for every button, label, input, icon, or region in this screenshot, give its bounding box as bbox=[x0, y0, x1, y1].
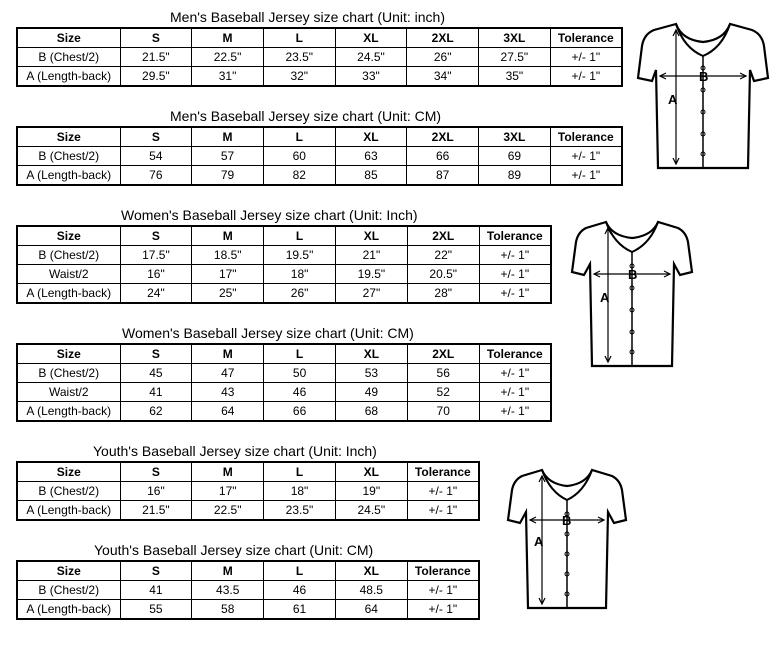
header-cell: S bbox=[120, 127, 192, 147]
table-cell: 87 bbox=[407, 166, 479, 186]
header-cell: 2XL bbox=[407, 344, 479, 364]
row-label: B (Chest/2) bbox=[17, 482, 120, 501]
table-cell: 22.5" bbox=[192, 48, 264, 67]
table-cell: +/- 1" bbox=[479, 383, 551, 402]
header-cell: XL bbox=[335, 344, 407, 364]
header-cell: 2XL bbox=[407, 127, 479, 147]
table-cell: 28" bbox=[407, 284, 479, 304]
table-cell: 62 bbox=[120, 402, 192, 422]
table-cell: 20.5" bbox=[407, 265, 479, 284]
table-cell: 60 bbox=[263, 147, 335, 166]
table-cell: 64 bbox=[335, 600, 407, 620]
table-cell: 16" bbox=[120, 482, 192, 501]
table-cell: 46 bbox=[264, 581, 336, 600]
header-cell: L bbox=[264, 462, 336, 482]
table-cell: 31" bbox=[192, 67, 264, 87]
row-label: A (Length-back) bbox=[17, 284, 120, 304]
header-cell: M bbox=[192, 226, 264, 246]
table-cell: 17" bbox=[192, 482, 264, 501]
row-label: A (Length-back) bbox=[17, 501, 120, 521]
table-cell: 79 bbox=[192, 166, 264, 186]
table-cell: 46 bbox=[264, 383, 336, 402]
table-cell: +/- 1" bbox=[479, 364, 551, 383]
men-inch-title: Men's Baseball Jersey size chart (Unit: inch) bbox=[170, 9, 445, 25]
table-cell: 53 bbox=[335, 364, 407, 383]
header-cell: Size bbox=[17, 344, 120, 364]
table-row bbox=[17, 67, 622, 87]
men-cm-table bbox=[16, 126, 623, 186]
header-cell: M bbox=[192, 127, 264, 147]
table-cell: 21.5" bbox=[120, 501, 192, 521]
header-cell: 2XL bbox=[407, 28, 479, 48]
header-cell: XL bbox=[335, 226, 407, 246]
header-cell: 3XL bbox=[479, 127, 551, 147]
youth-inch-table bbox=[16, 461, 480, 521]
table-row bbox=[17, 364, 551, 383]
table-cell: 61 bbox=[264, 600, 336, 620]
row-label: B (Chest/2) bbox=[17, 581, 120, 600]
table-cell: 58 bbox=[192, 600, 264, 620]
header-row bbox=[17, 226, 551, 246]
row-label: A (Length-back) bbox=[17, 67, 120, 87]
header-cell: L bbox=[263, 28, 335, 48]
youth-jersey-diagram bbox=[506, 464, 628, 614]
table-cell: 43.5 bbox=[192, 581, 264, 600]
table-cell: 18" bbox=[264, 482, 336, 501]
table-cell: 22" bbox=[407, 246, 479, 265]
table-cell: 34" bbox=[407, 67, 479, 87]
header-cell: Size bbox=[17, 127, 120, 147]
table-cell: +/- 1" bbox=[407, 482, 479, 501]
table-cell: 18" bbox=[264, 265, 336, 284]
header-cell: L bbox=[264, 226, 336, 246]
table-cell: 19" bbox=[335, 482, 407, 501]
women-cm-table bbox=[16, 343, 552, 422]
header-cell: M bbox=[192, 462, 264, 482]
youth-chest-label: B bbox=[562, 513, 572, 528]
header-cell: S bbox=[120, 561, 192, 581]
row-label: A (Length-back) bbox=[17, 166, 120, 186]
table-cell: 21" bbox=[335, 246, 407, 265]
men-cm-title: Men's Baseball Jersey size chart (Unit: CM) bbox=[170, 108, 442, 124]
table-cell: 82 bbox=[263, 166, 335, 186]
table-cell: 63 bbox=[335, 147, 407, 166]
table-cell: 17" bbox=[192, 265, 264, 284]
table-row bbox=[17, 600, 479, 620]
table-cell: +/- 1" bbox=[550, 67, 622, 87]
table-row bbox=[17, 265, 551, 284]
row-label: B (Chest/2) bbox=[17, 364, 120, 383]
table-cell: 41 bbox=[120, 383, 192, 402]
row-label: A (Length-back) bbox=[17, 600, 120, 620]
row-label: B (Chest/2) bbox=[17, 48, 120, 67]
table-cell: 35" bbox=[479, 67, 551, 87]
youth-length-label: A bbox=[534, 534, 544, 549]
table-cell: 76 bbox=[120, 166, 192, 186]
header-cell: L bbox=[263, 127, 335, 147]
header-row bbox=[17, 344, 551, 364]
table-cell: +/- 1" bbox=[550, 166, 622, 186]
table-cell: 22.5" bbox=[192, 501, 264, 521]
table-row bbox=[17, 246, 551, 265]
header-cell: Size bbox=[17, 226, 120, 246]
table-cell: 85 bbox=[335, 166, 407, 186]
table-cell: +/- 1" bbox=[550, 48, 622, 67]
table-cell: 27.5" bbox=[479, 48, 551, 67]
table-cell: 50 bbox=[264, 364, 336, 383]
table-row bbox=[17, 284, 551, 304]
women-jersey-diagram bbox=[570, 216, 694, 372]
women-chest-label: B bbox=[628, 267, 638, 282]
header-cell: Tolerance bbox=[550, 28, 622, 48]
header-row bbox=[17, 462, 479, 482]
header-cell: XL bbox=[335, 127, 407, 147]
header-cell: Tolerance bbox=[479, 226, 551, 246]
table-cell: 26" bbox=[264, 284, 336, 304]
table-cell: 66 bbox=[407, 147, 479, 166]
men-inch-table bbox=[16, 27, 623, 87]
header-row bbox=[17, 127, 622, 147]
table-cell: 48.5 bbox=[335, 581, 407, 600]
table-cell: +/- 1" bbox=[407, 600, 479, 620]
table-cell: +/- 1" bbox=[407, 501, 479, 521]
table-cell: 23.5" bbox=[263, 48, 335, 67]
table-row bbox=[17, 166, 622, 186]
header-cell: XL bbox=[335, 462, 407, 482]
table-cell: 55 bbox=[120, 600, 192, 620]
header-cell: Size bbox=[17, 28, 120, 48]
header-cell: S bbox=[120, 462, 192, 482]
table-cell: +/- 1" bbox=[550, 147, 622, 166]
table-cell: 24.5" bbox=[335, 501, 407, 521]
header-cell: Tolerance bbox=[407, 462, 479, 482]
table-cell: 70 bbox=[407, 402, 479, 422]
table-cell: 29.5" bbox=[120, 67, 192, 87]
men-length-label: A bbox=[668, 92, 678, 107]
women-inch-title: Women's Baseball Jersey size chart (Unit: Inch) bbox=[121, 207, 418, 223]
women-length-label: A bbox=[600, 290, 610, 305]
youth-inch-title: Youth's Baseball Jersey size chart (Unit: Inch) bbox=[93, 443, 377, 459]
men-chest-label: B bbox=[699, 69, 709, 84]
table-cell: 66 bbox=[264, 402, 336, 422]
table-cell: 41 bbox=[120, 581, 192, 600]
table-cell: 89 bbox=[479, 166, 551, 186]
row-label: A (Length-back) bbox=[17, 402, 120, 422]
header-cell: Tolerance bbox=[550, 127, 622, 147]
row-label: B (Chest/2) bbox=[17, 246, 120, 265]
table-cell: +/- 1" bbox=[479, 402, 551, 422]
header-cell: XL bbox=[335, 28, 407, 48]
row-label: Waist/2 bbox=[17, 265, 120, 284]
header-cell: S bbox=[120, 28, 192, 48]
row-label: B (Chest/2) bbox=[17, 147, 120, 166]
men-jersey-diagram bbox=[636, 18, 770, 176]
women-inch-table bbox=[16, 225, 552, 304]
table-cell: +/- 1" bbox=[479, 284, 551, 304]
header-row bbox=[17, 561, 479, 581]
table-cell: 21.5" bbox=[120, 48, 192, 67]
table-cell: +/- 1" bbox=[479, 246, 551, 265]
table-cell: 32" bbox=[263, 67, 335, 87]
header-cell: S bbox=[120, 226, 192, 246]
header-cell: XL bbox=[335, 561, 407, 581]
table-cell: 52 bbox=[407, 383, 479, 402]
table-cell: 17.5" bbox=[120, 246, 192, 265]
table-cell: 24.5" bbox=[335, 48, 407, 67]
header-cell: 2XL bbox=[407, 226, 479, 246]
table-row bbox=[17, 581, 479, 600]
women-cm-title: Women's Baseball Jersey size chart (Unit: CM) bbox=[122, 325, 414, 341]
table-row bbox=[17, 147, 622, 166]
header-cell: Tolerance bbox=[479, 344, 551, 364]
table-cell: 47 bbox=[192, 364, 264, 383]
table-row bbox=[17, 383, 551, 402]
youth-cm-title: Youth's Baseball Jersey size chart (Unit: CM) bbox=[94, 542, 374, 558]
header-cell: M bbox=[192, 344, 264, 364]
table-row bbox=[17, 501, 479, 521]
table-cell: 33" bbox=[335, 67, 407, 87]
table-row bbox=[17, 482, 479, 501]
table-cell: 64 bbox=[192, 402, 264, 422]
table-cell: +/- 1" bbox=[479, 265, 551, 284]
youth-cm-table bbox=[16, 560, 480, 620]
table-cell: 49 bbox=[335, 383, 407, 402]
table-cell: 45 bbox=[120, 364, 192, 383]
header-cell: Size bbox=[17, 462, 120, 482]
header-cell: Size bbox=[17, 561, 120, 581]
table-row bbox=[17, 402, 551, 422]
table-cell: 24" bbox=[120, 284, 192, 304]
header-cell: M bbox=[192, 28, 264, 48]
header-cell: 3XL bbox=[479, 28, 551, 48]
table-cell: 43 bbox=[192, 383, 264, 402]
table-cell: 27" bbox=[335, 284, 407, 304]
table-cell: 57 bbox=[192, 147, 264, 166]
table-cell: 69 bbox=[479, 147, 551, 166]
header-cell: M bbox=[192, 561, 264, 581]
table-row bbox=[17, 48, 622, 67]
table-cell: 68 bbox=[335, 402, 407, 422]
table-cell: 18.5" bbox=[192, 246, 264, 265]
table-cell: 25" bbox=[192, 284, 264, 304]
table-cell: 26" bbox=[407, 48, 479, 67]
header-row bbox=[17, 28, 622, 48]
table-cell: 16" bbox=[120, 265, 192, 284]
header-cell: L bbox=[264, 561, 336, 581]
table-cell: 19.5" bbox=[264, 246, 336, 265]
table-cell: +/- 1" bbox=[407, 581, 479, 600]
header-cell: Tolerance bbox=[407, 561, 479, 581]
row-label: Waist/2 bbox=[17, 383, 120, 402]
table-cell: 23.5" bbox=[264, 501, 336, 521]
table-cell: 56 bbox=[407, 364, 479, 383]
table-cell: 54 bbox=[120, 147, 192, 166]
header-cell: L bbox=[264, 344, 336, 364]
header-cell: S bbox=[120, 344, 192, 364]
table-cell: 19.5" bbox=[335, 265, 407, 284]
